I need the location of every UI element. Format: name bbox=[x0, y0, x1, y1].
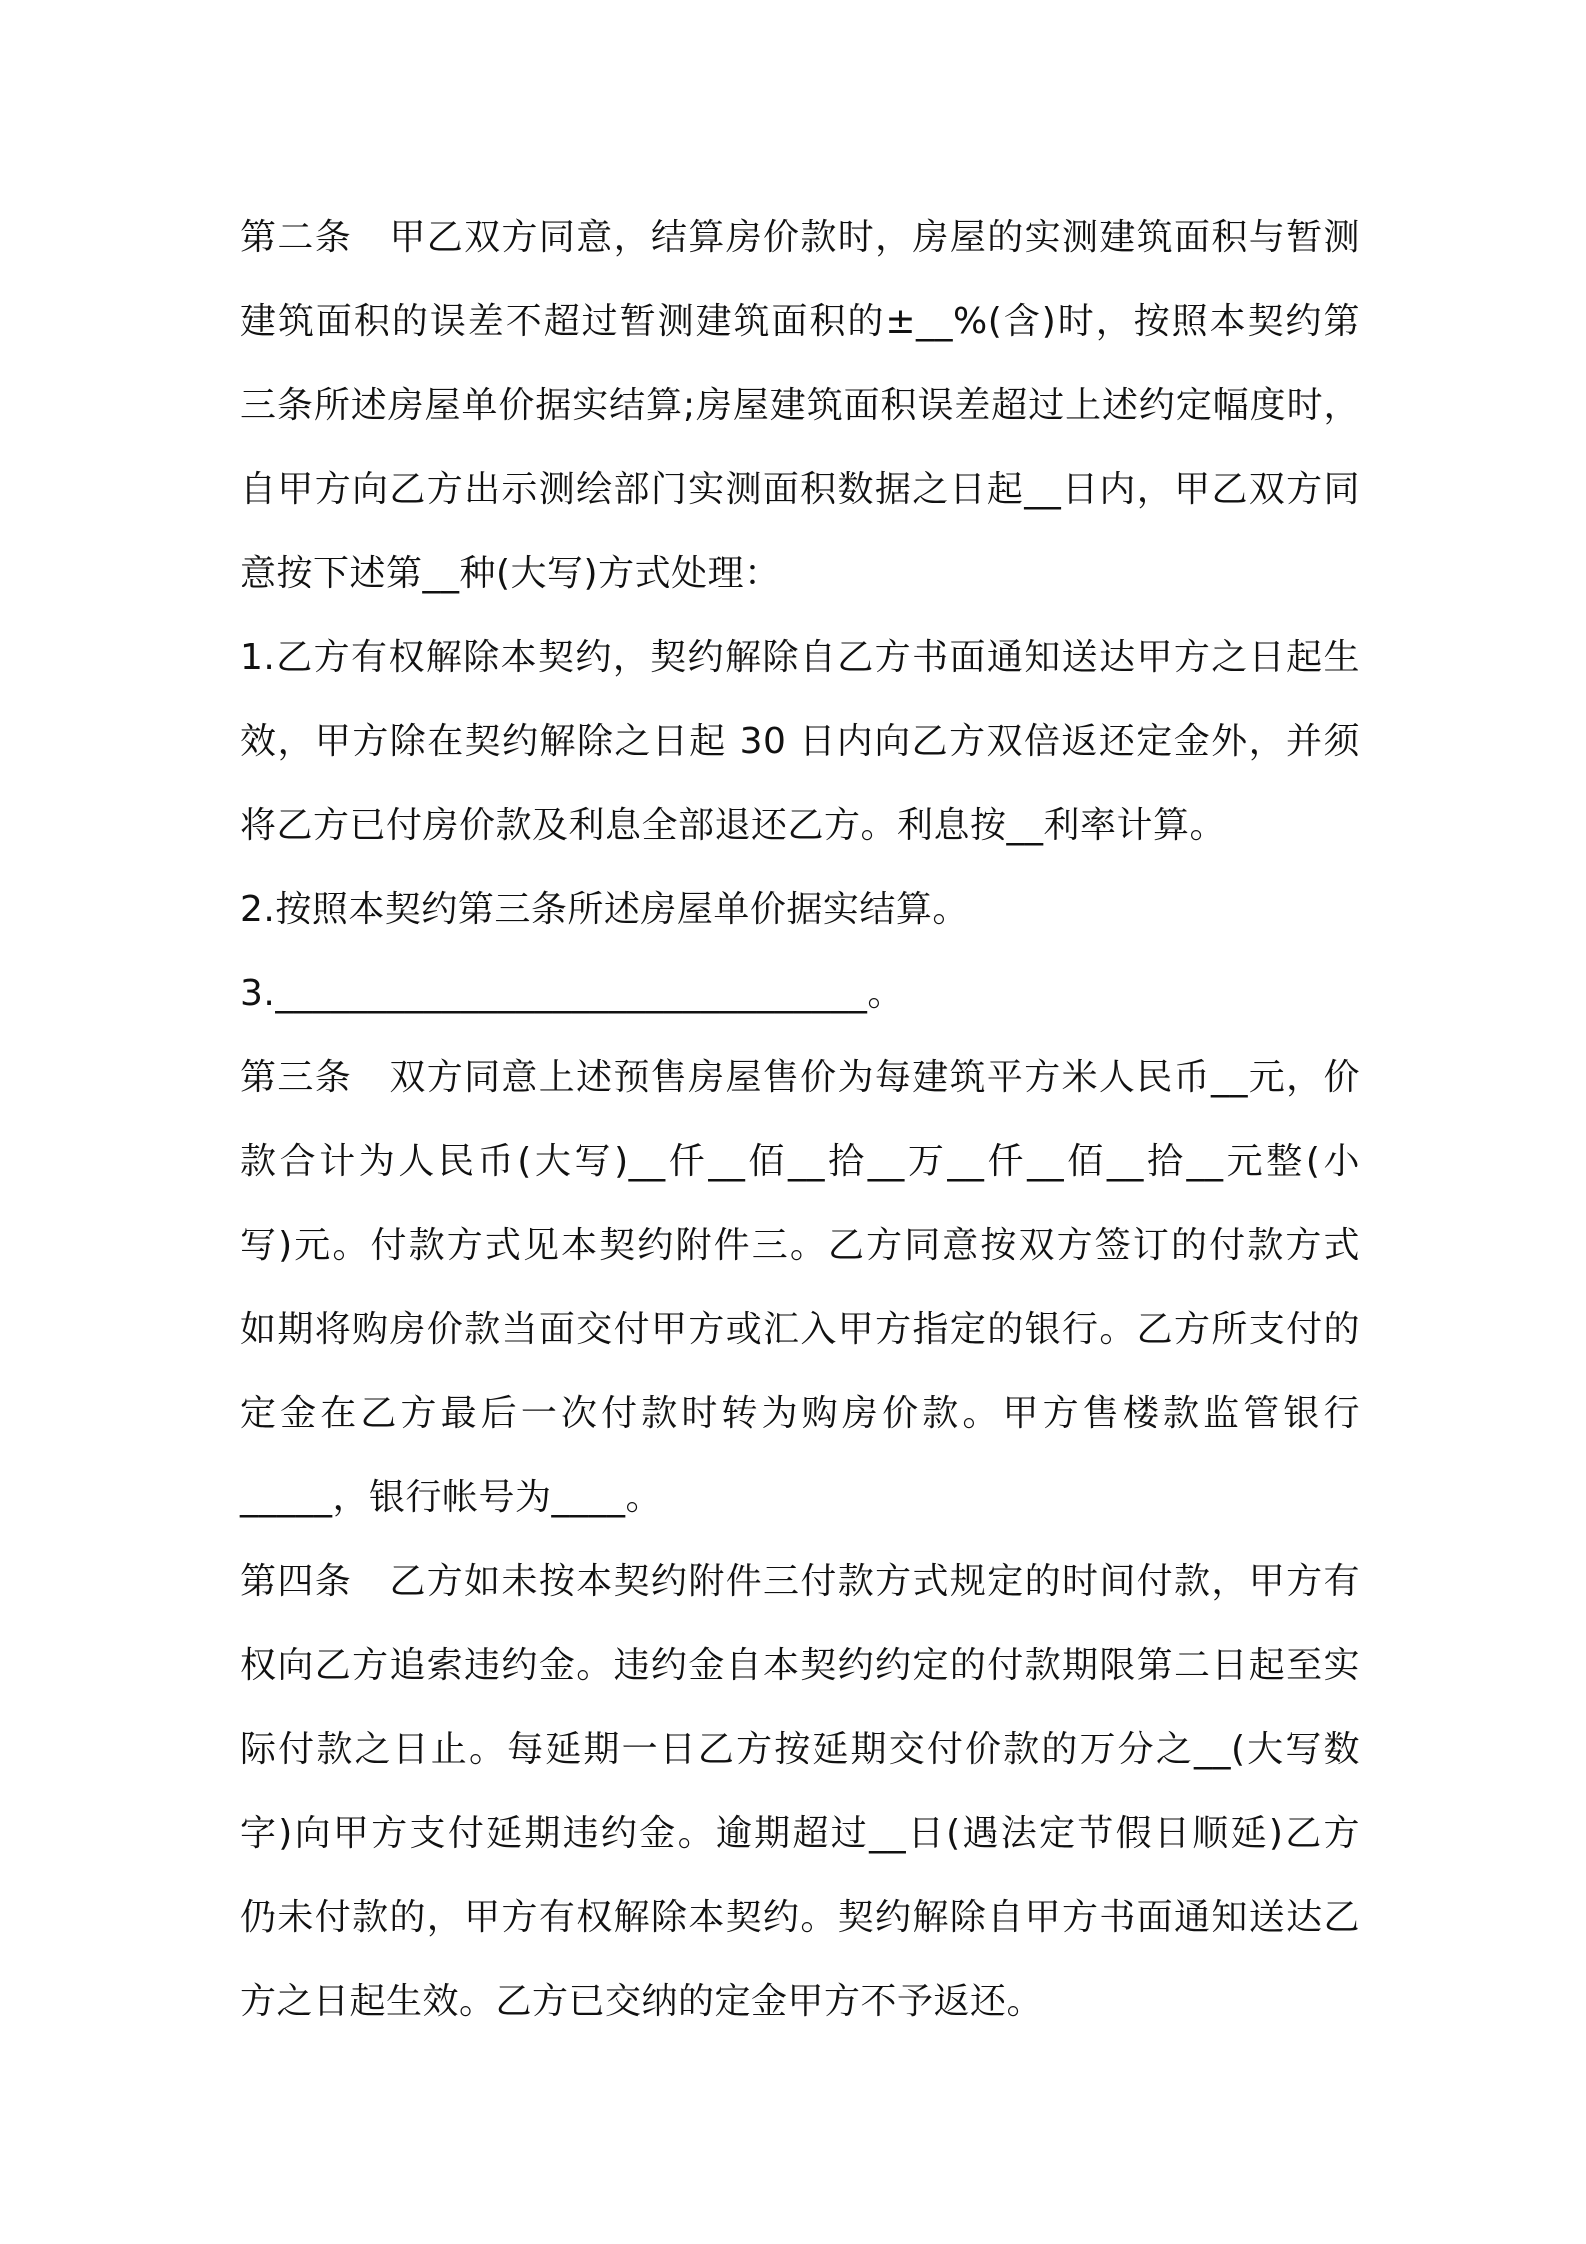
text-line: 效，甲方除在契约解除之日起 30 日内向乙方双倍返还定金外，并须 bbox=[240, 721, 1360, 762]
text-line: 款合计为人民币(大写)__仟__佰__拾__万__仟__佰__拾__元整(小 bbox=[240, 1141, 1360, 1182]
text-line: 3.________________________________。 bbox=[240, 973, 904, 1014]
text-line: 际付款之日止。每延期一日乙方按延期交付价款的万分之__(大写数 bbox=[240, 1729, 1360, 1770]
document-body bbox=[240, 196, 1360, 2044]
text-line: 定金在乙方最后一次付款时转为购房价款。甲方售楼款监管银行 bbox=[240, 1393, 1360, 1434]
text-line: 如期将购房价款当面交付甲方或汇入甲方指定的银行。乙方所支付的 bbox=[240, 1309, 1360, 1350]
text-line: 建筑面积的误差不超过暂测建筑面积的±__%(含)时，按照本契约第 bbox=[240, 301, 1360, 342]
text-line: 将乙方已付房价款及利息全部退还乙方。利息按__利率计算。 bbox=[240, 805, 1227, 846]
text-line: 第四条 乙方如未按本契约附件三付款方式规定的时间付款，甲方有 bbox=[240, 1561, 1360, 1602]
text-line: 第三条 双方同意上述预售房屋售价为每建筑平方米人民币__元，价 bbox=[240, 1057, 1360, 1098]
text-line: _____，银行帐号为____。 bbox=[240, 1477, 663, 1518]
text-line: 1.乙方有权解除本契约，契约解除自乙方书面通知送达甲方之日起生 bbox=[240, 637, 1360, 678]
text-line: 意按下述第__种(大写)方式处理： bbox=[240, 553, 781, 594]
text-line: 自甲方向乙方出示测绘部门实测面积数据之日起__日内，甲乙双方同 bbox=[240, 469, 1360, 510]
text-line: 仍未付款的，甲方有权解除本契约。契约解除自甲方书面通知送达乙 bbox=[240, 1897, 1360, 1938]
text-line: 写)元。付款方式见本契约附件三。乙方同意按双方签订的付款方式 bbox=[240, 1225, 1360, 1266]
text-line: 字)向甲方支付延期违约金。逾期超过__日(遇法定节假日顺延)乙方 bbox=[240, 1813, 1360, 1854]
text-line: 第二条 甲乙双方同意，结算房价款时，房屋的实测建筑面积与暂测 bbox=[240, 217, 1360, 258]
text-line: 权向乙方追索违约金。违约金自本契约约定的付款期限第二日起至实 bbox=[240, 1645, 1360, 1686]
text-line: 方之日起生效。乙方已交纳的定金甲方不予返还。 bbox=[240, 1981, 1044, 2022]
text-line: 2.按照本契约第三条所述房屋单价据实结算。 bbox=[240, 889, 969, 930]
text-line: 三条所述房屋单价据实结算;房屋建筑面积误差超过上述约定幅度时， bbox=[240, 385, 1360, 426]
